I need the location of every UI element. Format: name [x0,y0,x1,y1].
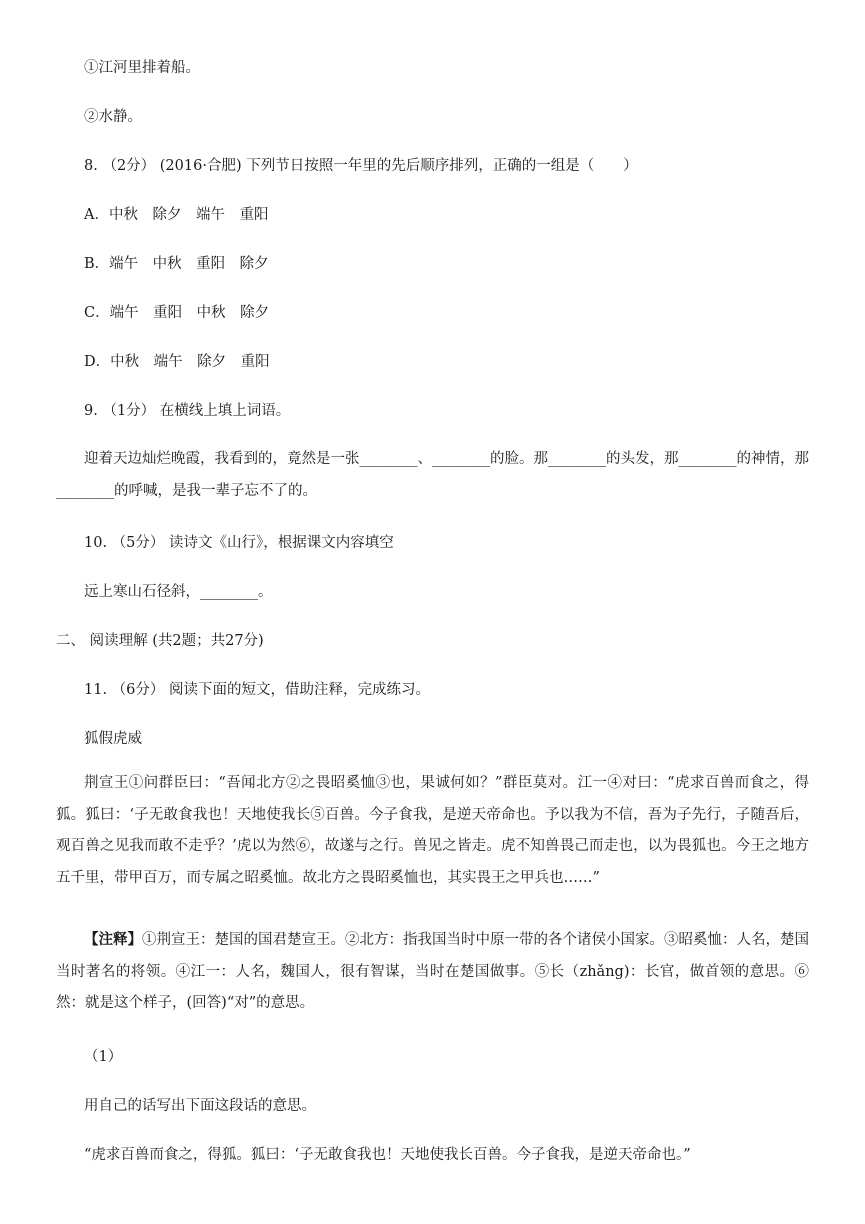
annotation-heading: 【注释】 [84,931,142,948]
q8-option-d[interactable]: D．中秋 端午 除夕 重阳 [84,354,270,370]
question-11: 11. （6分） 阅读下面的短文，借助注释，完成练习。 [84,682,431,698]
q9-fill-text: 迎着天边灿烂晚霞，我看到的，竟然是一张________、________的脸。那________的头发，那________的神情，那________的呼喊，是我一辈子忘不了的。 [56,451,809,499]
line-2: ②水静。 [84,109,142,125]
q8-option-b[interactable]: B．端午 中秋 重阳 除夕 [84,256,269,272]
annotation-block [56,924,809,1020]
question-8: 8. （2分） (2016·合肥) 下列节日按照一年里的先后顺序排列，正确的一组是（ ） [84,158,638,174]
passage-body: 荆宣王①问群臣曰：“吾闻北方②之畏昭奚恤③也，果诚何如？”群臣莫对。江一④对曰：“虎求百兽而食之，得狐。狐曰：‘子无敢食我也！天地使我长⑤百兽。今子食我，是逆天帝命也。予以我为不信，吾为子先行，子随吾后，观百兽之见我而敢不走乎？’虎以为然⑥，故遂与之行。兽见之皆走。虎不知兽畏己而走也，以为畏狐也。今王之地方五千里，带甲百万，而专属之昭奚恤。故北方之畏昭奚恤也，其实畏王之甲兵也……” [56,775,809,886]
sub-question-1-prompt: 用自己的话写出下面这段话的意思。 [84,1098,316,1114]
line-1: ①江河里排着船。 [84,60,200,76]
q8-option-c[interactable]: C．端午 重阳 中秋 除夕 [84,305,270,321]
sub-question-1: （1） [84,1049,123,1065]
q8-option-a[interactable]: A．中秋 除夕 端午 重阳 [84,207,269,223]
q10-fill-text: 远上寒山石径斜，________。 [84,584,273,600]
annotation-body: ①荆宣王：楚国的国君楚宣王。②北方：指我国当时中原一带的各个诸侯小国家。③昭奚恤：人名，楚国当时著名的将领。④江一：人名，魏国人，很有智谋，当时在楚国做事。⑤长（zhǎng)：长官，做首领的意思。⑥然：就是这个样子，(回答)“对”的意思。 [56,932,809,1011]
sub-question-1-quote: “虎求百兽而食之，得狐。狐曰：‘子无敢食我也！天地使我长百兽。今子食我，是逆天帝命也。” [84,1147,691,1163]
question-9: 9. （1分） 在横线上填上词语。 [84,403,291,419]
passage-title: 狐假虎威 [84,731,142,747]
question-10: 10. （5分） 读诗文《山行》，根据课文内容填空 [84,535,394,551]
section-2-heading: 二、 阅读理解 (共2题；共27分) [56,633,264,649]
